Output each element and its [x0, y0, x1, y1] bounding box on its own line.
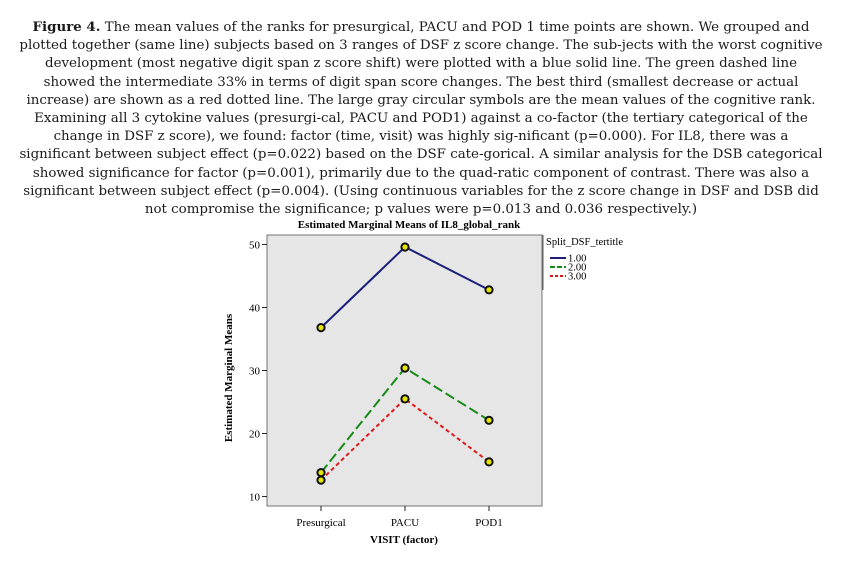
y-axis-label: Estimated Marginal Means — [223, 313, 235, 443]
y-tick-label: 10 — [249, 491, 260, 504]
legend-label: 3.00 — [568, 271, 587, 283]
data-point — [485, 286, 492, 293]
x-tick-label: PACU — [390, 517, 420, 529]
x-tick-label: POD1 — [475, 517, 503, 529]
data-point — [485, 417, 492, 424]
y-tick-label: 40 — [249, 302, 260, 315]
y-tick-label: 20 — [249, 428, 260, 441]
x-axis-label: VISIT (factor) — [370, 534, 438, 546]
legend-label: 2.00 — [568, 262, 587, 274]
data-point — [485, 458, 492, 465]
y-tick-label: 30 — [249, 365, 260, 378]
x-axis — [296, 506, 502, 529]
data-point — [401, 364, 408, 371]
data-point — [401, 243, 408, 250]
figure-caption-text: The mean values of the ranks for presurgical, PACU and POD 1 time points are shown. We grouped and plotted together (same line) subjects based on 3 ranges of DSF z score change. The sub-jects with the worst cognitive development (most negative digit span z score shift) were plotted with a blue solid line. The green dashed line showed the intermediate 33% in terms of digit span score changes. The best third (smallest decrease or actual increase) are shown as a red dotted line. The large gray circular symbols are the mean values of the cognitive rank. Examining all 3 cytokine values (presurgi-cal, PACU and POD1) against a co-factor (the tertiary categorical of the change in DSF z score), we found: factor (time, visit) was highly sig-nificant (p=0.000). For IL8, there was a significant between subject effect (p=0.022) based on the DSF cate-gorical. A similar analysis for the DSB categorical showed significance for factor (p=0.001), primarily due to the quad-ratic component of contrast. There was also a significant between subject effect (p=0.004). (Using continuous variables for the z score change in DSF and DSB did not compromise the significance; p values were p=0.013 and 0.036 respectively.) — [19, 20, 823, 218]
legend — [543, 235, 623, 290]
data-point — [317, 477, 324, 484]
figure-label: Figure 4. — [32, 19, 101, 35]
data-point — [317, 324, 324, 331]
y-tick-label: 50 — [249, 239, 260, 252]
legend-title: Split_DSF_tertitle — [546, 237, 624, 248]
chart-title: Estimated Marginal Means of IL8_global_rank — [297, 219, 521, 231]
x-tick-label: Presurgical — [296, 517, 346, 529]
legend-label: 1.00 — [568, 253, 587, 265]
data-point — [317, 469, 324, 476]
data-point — [401, 395, 408, 402]
y-axis — [249, 239, 267, 503]
